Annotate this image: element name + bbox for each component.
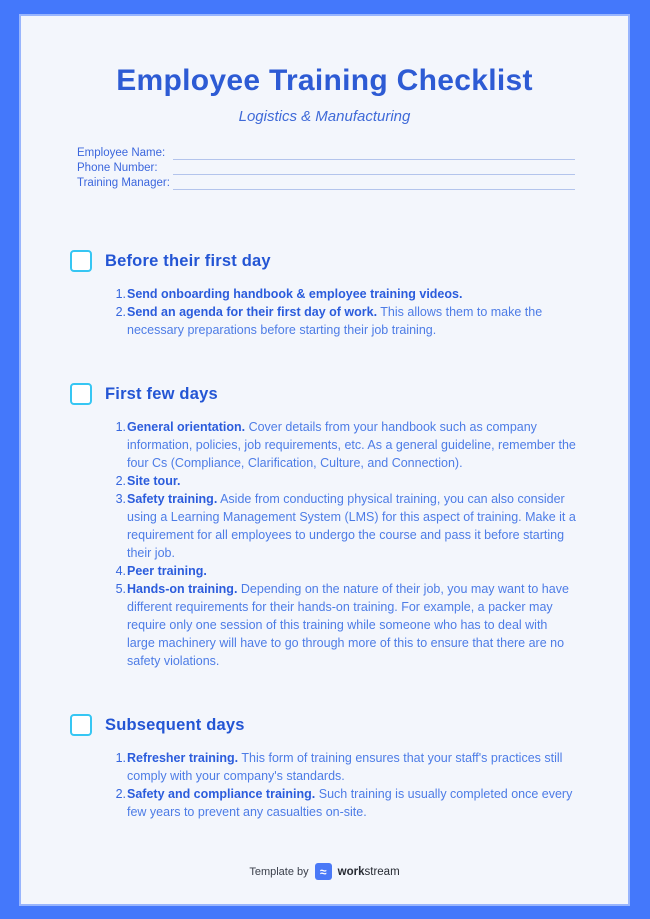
section-checkbox-subsequent-days[interactable]: [70, 714, 92, 736]
list-item: [127, 285, 578, 303]
item-lead: Send an agenda for their first day of work.: [127, 305, 378, 319]
list-item: [127, 418, 578, 472]
item-detail: This form of training ensures that your staff's practices still comply with your company's standards.: [127, 751, 563, 783]
employee-name-label: Employee Name:: [77, 147, 166, 159]
employee-info-form: [77, 145, 575, 190]
workstream-brand-name: [338, 866, 400, 878]
task-list: [70, 749, 578, 821]
section-subsequent-days: [70, 714, 628, 821]
list-item: [127, 749, 578, 785]
list-item: [127, 785, 578, 821]
section-before-first-day: [70, 250, 628, 339]
item-detail: Cover details from your handbook such as company information, policies, job requirements, etc. As a general guideline, remember the four Cs (Compliance, Clarification, Culture, and Connection).: [127, 420, 576, 470]
item-lead: Refresher training.: [127, 751, 239, 765]
list-item: [127, 562, 578, 580]
form-row-phone-number: [77, 160, 575, 175]
template-footer: [21, 863, 628, 880]
form-row-training-manager: [77, 175, 575, 190]
template-by-label: Template by: [249, 865, 309, 878]
document-header: [21, 16, 628, 125]
list-item: [127, 303, 578, 339]
item-detail: Depending on the nature of their job, you may want to have different requirements for their hands-on training. For example, a packer may require only one session of this training while someone who has to deal with large machinery will have to go through more of this to ensure that there are no safety violations.: [127, 582, 569, 668]
item-lead: General orientation.: [127, 420, 246, 434]
checklist-sections: [21, 250, 628, 821]
section-header: [70, 383, 628, 405]
task-list: [70, 418, 578, 670]
page-title: Employee Training Checklist: [116, 64, 533, 97]
list-item: [127, 580, 578, 670]
checklist-page: [21, 16, 628, 904]
item-lead: Safety training.: [127, 492, 218, 506]
training-manager-label: Training Manager:: [77, 177, 170, 189]
training-manager-field[interactable]: [173, 177, 575, 190]
item-lead: Peer training.: [127, 564, 207, 578]
form-row-employee-name: [77, 145, 575, 160]
page-subtitle: Logistics & Manufacturing: [238, 108, 411, 125]
section-checkbox-before-first-day[interactable]: [70, 250, 92, 272]
item-detail: Aside from conducting physical training, you can also consider using a Learning Management System (LMS) for this aspect of training. Make it a requirement for all employees to undergo the course and pass it before starting their job.: [127, 492, 576, 560]
section-header: [70, 714, 628, 736]
item-lead: Hands-on training.: [127, 582, 238, 596]
phone-number-field[interactable]: [173, 162, 575, 175]
employee-name-field[interactable]: [173, 147, 575, 160]
phone-number-label: Phone Number:: [77, 162, 158, 174]
brand-name-light: stream: [364, 865, 400, 878]
section-heading: First few days: [105, 385, 218, 403]
brand-name-bold: work: [337, 865, 365, 878]
list-item: [127, 472, 578, 490]
item-detail: Such training is usually completed once every few years to prevent any casualties on-site.: [127, 787, 573, 819]
section-heading: Before their first day: [105, 252, 271, 270]
item-lead: Site tour.: [127, 474, 181, 488]
task-list: [70, 285, 578, 339]
list-item: [127, 490, 578, 562]
section-header: [70, 250, 628, 272]
item-lead: Send onboarding handbook & employee training videos.: [127, 287, 463, 301]
item-lead: Safety and compliance training.: [127, 787, 316, 801]
section-first-few-days: [70, 383, 628, 670]
workstream-logo-icon: ≈: [315, 863, 332, 880]
section-heading: Subsequent days: [105, 716, 245, 734]
item-detail: This allows them to make the necessary preparations before starting their job training.: [127, 305, 543, 337]
section-checkbox-first-few-days[interactable]: [70, 383, 92, 405]
